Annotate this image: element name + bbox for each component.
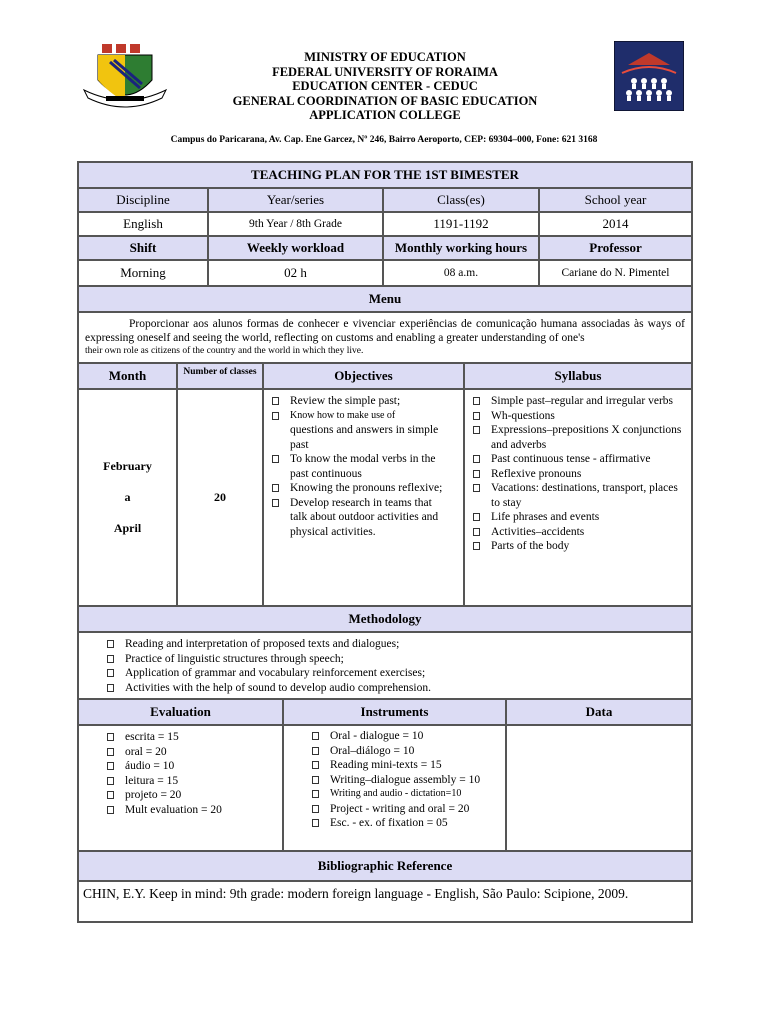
objective-item: Review the simple past; [268,394,445,409]
month-from: February [103,459,152,473]
checkbox-icon [107,684,114,692]
teaching-plan-table [77,161,693,923]
bibliography-text: CHIN, E.Y. Keep in mind: 9th grade: modern foreign language - English, São Paulo: Scipione, 2009. [83,886,629,901]
bibliography-body [78,881,692,922]
instruments-header: Instruments [283,699,506,725]
heading-line: MINISTRY OF EDUCATION [304,50,466,64]
checkbox-icon [473,542,480,550]
document-header [0,0,768,150]
checkbox-icon [312,747,319,755]
college-logo [614,41,684,111]
checkbox-icon [107,777,114,785]
checkbox-icon [107,806,114,814]
classes-value: 1191-1192 [383,212,539,236]
syllabus-cell [464,389,692,606]
checkbox-icon [107,762,114,770]
checkbox-icon [473,513,480,521]
number-of-classes-header: Number of classes [177,363,263,389]
checkbox-icon [473,528,480,536]
checkbox-icon [107,669,114,677]
objectives-cell [263,389,464,606]
checkbox-icon [272,499,279,507]
objective-item: Know how to make use of questions and answers in simple past [268,409,445,453]
menu-text-continued: their own role as citizens of the country and the world in which they live. [85,346,364,356]
school-year-header: School year [539,188,692,212]
classes-header: Class(es) [383,188,539,212]
methodology-item: Reading and interpretation of proposed texts and dialogues; [103,637,685,652]
checkbox-icon [312,761,319,769]
evaluation-item: leitura = 15 [103,774,222,789]
content-header-row [78,363,692,389]
discipline-header: Discipline [78,188,208,212]
checkbox-icon [107,640,114,648]
checkbox-icon [272,412,279,420]
checkbox-icon [312,732,319,740]
checkbox-icon [107,655,114,663]
checkbox-icon [473,470,480,478]
syllabus-header: Syllabus [464,363,692,389]
syllabus-item: Vacations: destinations, transport, places to stay [469,481,685,510]
checkbox-icon [312,819,319,827]
shift-header: Shift [78,236,208,260]
evaluation-header: Evaluation [78,699,283,725]
methodology-item: Activities with the help of sound to develop audio comprehension. [103,681,685,696]
methodology-item: Application of grammar and vocabulary reinforcement exercises; [103,666,685,681]
evaluation-item: escrita = 15 [103,730,222,745]
info-header-row-2 [78,236,692,260]
instrument-item: Esc. - ex. of fixation = 05 [308,816,480,831]
weekly-workload-value: 02 h [208,260,383,286]
instrument-item: Oral - dialogue = 10 [308,729,480,744]
syllabus-item: Expressions–prepositions X conjunctions and adverbs [469,423,685,452]
discipline-value: English [78,212,208,236]
evaluation-header-row [78,699,692,725]
evaluation-item: Mult evaluation = 20 [103,803,222,818]
shift-value: Morning [78,260,208,286]
professor-header: Professor [539,236,692,260]
bibliography-title-row [78,851,692,881]
checkbox-icon [107,791,114,799]
methodology-item: Practice of linguistic structures through speech; [103,652,685,667]
menu-text: Proporcionar aos alunos formas de conhecer e vivenciar experiências de comunicação humana associadas às ways of expressing oneself and seeing the world, reflecting on customs and enabling a greater understanding of one's [85,318,685,344]
institution-heading [170,50,600,123]
menu-body [78,312,692,363]
school-year-value: 2014 [539,212,692,236]
checkbox-icon [473,455,480,463]
syllabus-item: Simple past–regular and irregular verbs [469,394,685,409]
syllabus-item: Wh-questions [469,409,685,424]
instrument-item: Oral–diálogo = 10 [308,744,480,759]
instrument-item: Writing–dialogue assembly = 10 [308,773,480,788]
checkbox-icon [473,484,480,492]
month-to: April [113,521,142,535]
monthly-hours-header: Monthly working hours [383,236,539,260]
heading-line: GENERAL COORDINATION OF BASIC EDUCATION [232,93,538,108]
month-separator: a [124,490,131,504]
heading-line: APPLICATION COLLEGE [309,108,461,122]
content-body-row [78,389,692,606]
checkbox-icon [107,733,114,741]
syllabus-item: Reflexive pronouns [469,467,685,482]
year-series-header: Year/series [208,188,383,212]
data-cell [506,725,692,851]
syllabus-list [469,394,685,554]
monthly-hours-value: 08 a.m. [383,260,539,286]
heading-line: FEDERAL UNIVERSITY OF RORAIMA [272,64,498,79]
objectives-header: Objectives [263,363,464,389]
instruments-cell [283,725,506,851]
checkbox-icon [312,790,319,798]
syllabus-item: Parts of the body [469,539,685,554]
methodology-title: Methodology [78,606,692,632]
syllabus-item: Past continuous tense - affirmative [469,452,685,467]
instrument-item: Project - writing and oral = 20 [308,802,480,817]
campus-address: Campus do Paricarana, Av. Cap. Ene Garcez, Nº 246, Bairro Aeroporto, CEP: 69304–000, Fone: 621 3168 [170,135,598,145]
evaluation-item: áudio = 10 [103,759,222,774]
instrument-item: Writing and audio - dictation=10 [308,787,480,802]
evaluation-item: projeto = 20 [103,788,222,803]
plan-title-row [78,162,692,188]
menu-title: Menu [78,286,692,312]
menu-title-row [78,286,692,312]
heading-line: EDUCATION CENTER - CEDUC [292,79,478,93]
objective-item: To know the modal verbs in the past continuous [268,452,445,481]
info-value-row-2 [78,260,692,286]
checkbox-icon [473,426,480,434]
checkbox-icon [272,397,279,405]
evaluation-item: oral = 20 [103,745,222,760]
checkbox-icon [473,397,480,405]
professor-value: Cariane do N. Pimentel [539,260,692,286]
instrument-item: Reading mini-texts = 15 [308,758,480,773]
objective-item: Develop research in teams that talk about outdoor activities and physical activities. [268,496,445,540]
checkbox-icon [272,484,279,492]
objectives-list [268,394,445,539]
month-header: Month [78,363,177,389]
checkbox-icon [107,748,114,756]
data-header: Data [506,699,692,725]
methodology-title-row [78,606,692,632]
weekly-workload-header: Weekly workload [208,236,383,260]
evaluation-cell [78,725,283,851]
info-header-row [78,188,692,212]
syllabus-item: Life phrases and events [469,510,685,525]
objective-item: Knowing the pronouns reflexive; [268,481,445,496]
syllabus-item: Activities–accidents [469,525,685,540]
year-series-value: 9th Year / 8th Grade [208,212,383,236]
plan-title: TEACHING PLAN FOR THE 1ST BIMESTER [78,162,692,188]
university-crest-logo [80,40,170,112]
month-cell [78,389,177,606]
evaluation-body-row [78,725,692,851]
methodology-body [78,632,692,699]
checkbox-icon [473,412,480,420]
checkbox-icon [312,805,319,813]
checkbox-icon [312,776,319,784]
info-value-row [78,212,692,236]
checkbox-icon [272,455,279,463]
instruments-list [308,729,480,831]
methodology-list [103,637,685,695]
number-of-classes-cell: 20 [177,389,263,606]
bibliography-title: Bibliographic Reference [78,851,692,881]
evaluation-list [103,730,222,817]
